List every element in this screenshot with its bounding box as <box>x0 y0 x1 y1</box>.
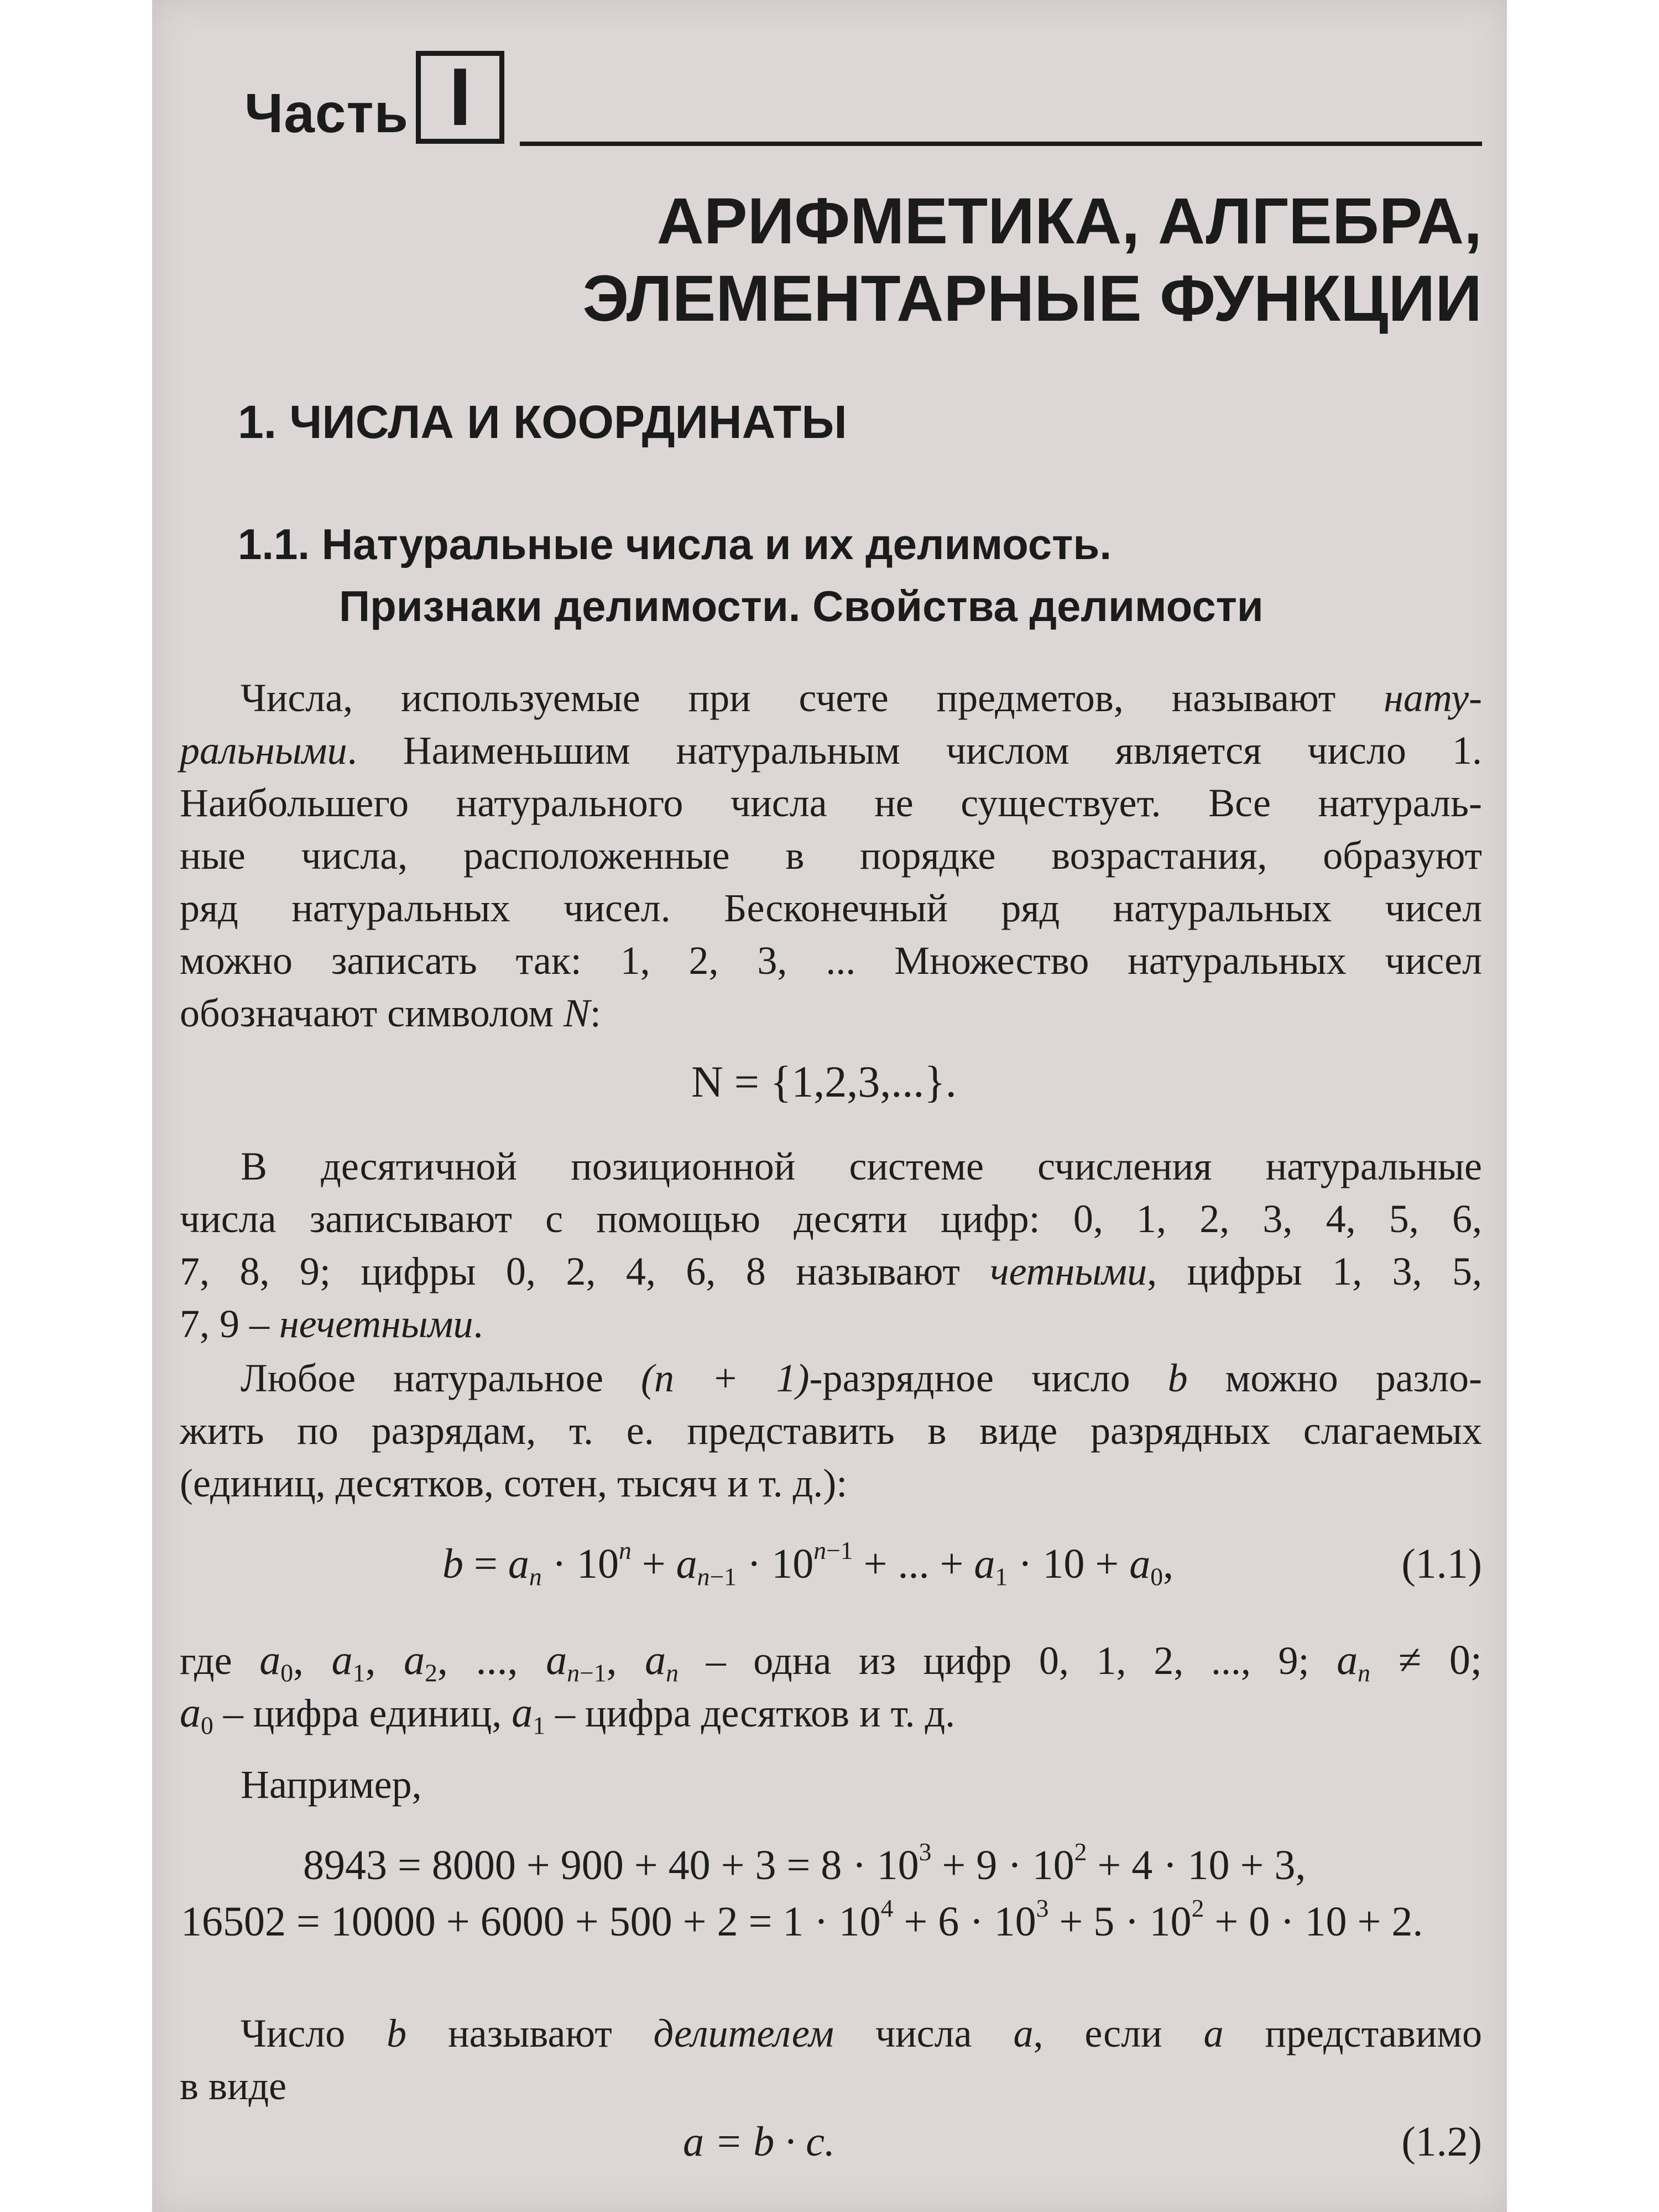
text-run: -разрядное число <box>809 1356 1168 1400</box>
text-line: ные числа, расположенные в порядке возрастания, образуют <box>180 833 1482 878</box>
text-line: в виде <box>180 2064 287 2108</box>
part-title-line-1: АРИФМЕТИКА, АЛГЕБРА, <box>656 185 1482 258</box>
text-line: В десятичной позиционной системе счисления натуральные <box>241 1144 1482 1188</box>
text-run: можно разло- <box>1187 1356 1482 1400</box>
text-run: : <box>589 991 601 1035</box>
leading-digit-condition: $a_n \ne 0$; <box>1337 1637 1483 1687</box>
digit-list: $a_0$, $a_1$, $a_2$, ..., $a_{n-1}$, $a_n$ <box>259 1637 679 1687</box>
text-line: числа записывают с помощью десяти цифр: 0, 1, 2, 3, 4, 5, 6, <box>180 1197 1482 1241</box>
paragraph-digit-expansion <box>180 1352 1482 1510</box>
part-label: Часть <box>244 82 409 144</box>
example-equation-16502: $16502 = 10000 + 6000 + 500 + 2 = 1 \cdot 10^4 + 6 \cdot 10^3 + 5 \cdot 10^2 + 0 \cdot 10 + 2$. <box>181 1893 1423 1945</box>
text-line: можно записать так: 1, 2, 3, ... Множество натуральных чисел <box>180 938 1482 983</box>
text-run: , цифры 1, 3, 5, <box>1147 1249 1482 1293</box>
text-line: Наибольшего натурального числа не существует. Все натураль- <box>180 781 1482 825</box>
term-italic: нату- <box>1384 676 1482 720</box>
text-line: жить по разрядам, т. е. представить в виде разрядных слагаемых <box>180 1408 1482 1453</box>
equation-number-1-2: (1.2) <box>1401 2119 1482 2165</box>
text-run: Число <box>241 2011 387 2056</box>
paragraph-natural-numbers <box>180 672 1482 1040</box>
symbol-italic: N <box>563 991 590 1035</box>
part-number-box <box>416 51 504 144</box>
symbol-italic: b <box>387 2011 407 2056</box>
text-run: Числа, используемые при счете предметов, называют <box>241 676 1384 720</box>
paragraph-divisor-definition <box>180 2007 1482 2112</box>
text-run: называют <box>406 2011 654 2056</box>
math-italic: (n + 1) <box>640 1356 810 1400</box>
text-line: (единиц, десятков, сотен, тысяч и т. д.): <box>180 1461 848 1505</box>
equation-natural-set: N = {1,2,3,...}. <box>691 1058 957 1107</box>
symbol-italic: a <box>1203 2011 1224 2056</box>
text-run: . Наименьшим натуральным числом является число 1. <box>347 728 1482 773</box>
text-line: ряд натуральных чисел. Бесконечный ряд натуральных чисел <box>180 886 1482 930</box>
part-number: I <box>448 51 472 143</box>
subsection-title <box>238 513 1264 637</box>
term-italic: делителем <box>653 2011 834 2056</box>
term-italic: четными <box>990 1249 1147 1293</box>
header-rule <box>520 142 1482 146</box>
text-run: – цифра десятков и т. д. <box>545 1691 956 1735</box>
part-title-line-2: ЭЛЕМЕНТАРНЫЕ ФУНКЦИИ <box>582 262 1482 335</box>
text-run: 7, 8, 9; цифры 0, 2, 4, 6, 8 называют <box>180 1249 990 1293</box>
term-italic: ральными <box>180 728 347 773</box>
part-title <box>582 182 1482 337</box>
paragraph-decimal-system <box>180 1140 1482 1350</box>
subsection-title-line-2: Признаки делимости. Свойства делимости <box>339 582 1264 630</box>
text-run: , если <box>1033 2011 1204 2056</box>
equation-1-1: $b = a_n \cdot 10^n + a_{n-1} \cdot 10^{n-1}$ + ... + $a_1 \cdot 10 + a_0$, <box>442 1536 1174 1591</box>
text-run: где <box>180 1639 260 1683</box>
text-run: – цифра единиц, <box>213 1691 512 1735</box>
section-title: 1. ЧИСЛА И КООРДИНАТЫ <box>238 396 847 448</box>
tens-digit-symbol: $a_1$ <box>512 1689 546 1740</box>
text-run: Любое натуральное <box>241 1356 641 1400</box>
text-run: представимо <box>1223 2011 1482 2056</box>
paragraph-digits-where <box>180 1634 1482 1739</box>
text-run: 7, 9 – <box>180 1302 279 1346</box>
equation-1-2: a = b · c. <box>683 2119 836 2165</box>
term-italic: нечетными <box>279 1302 473 1346</box>
example-equation-8943: $8943 = 8000 + 900 + 40 + 3 = 8 \cdot 10^3 + 9 \cdot 10^2 + 4 \cdot 10 + 3$, <box>303 1837 1306 1888</box>
subsection-title-line-1: 1.1. Натуральные числа и их делимость. <box>238 520 1112 568</box>
text-run: . <box>473 1302 483 1346</box>
units-digit-symbol: $a_0$ <box>180 1689 213 1740</box>
text-run: – одна из цифр 0, 1, 2, ..., 9; <box>678 1639 1337 1683</box>
symbol-italic: b <box>1167 1356 1188 1400</box>
text-run: числа <box>833 2011 1014 2056</box>
example-label: Например, <box>241 1762 422 1807</box>
text-run: обозначают символом <box>180 991 564 1035</box>
equation-number-1-1: (1.1) <box>1401 1541 1482 1587</box>
symbol-italic: a <box>1013 2011 1034 2056</box>
